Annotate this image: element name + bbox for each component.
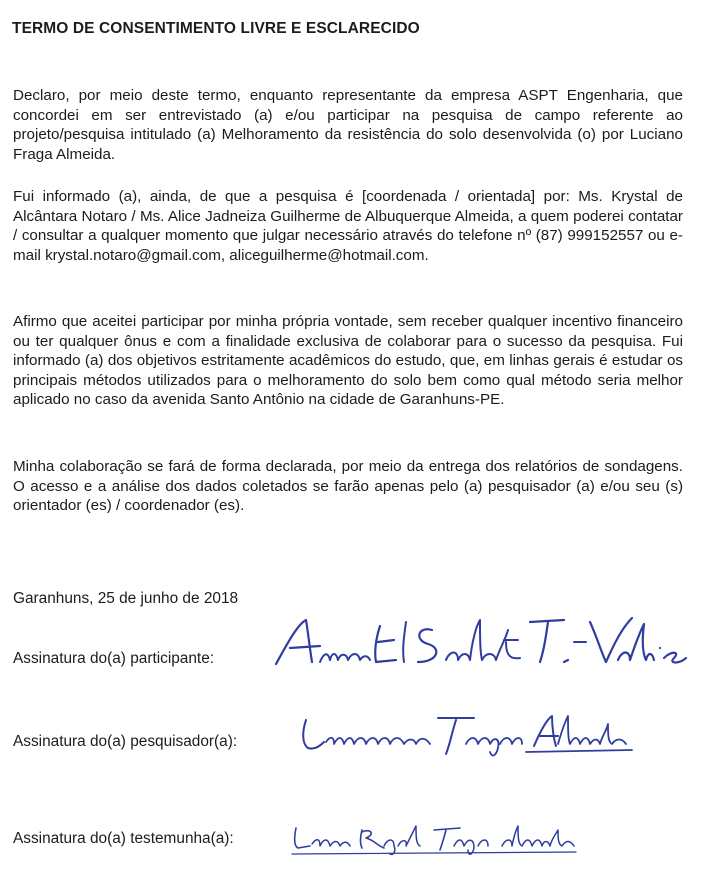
paragraph-collaboration: Minha colaboração se fará de forma declarada, por meio da entrega dos relatórios de sondagens. O acesso e a análise dos dados coletados se farão apenas pelo (a) pesquisador (a) e/ou seu (s) orientador (es) / coordenador (es). bbox=[13, 458, 683, 515]
witness-signature-image bbox=[290, 820, 580, 860]
participant-signature-image bbox=[268, 612, 698, 672]
participant-signature-row bbox=[13, 650, 214, 668]
researcher-signature-image bbox=[296, 710, 636, 760]
researcher-signature-row bbox=[13, 733, 237, 751]
witness-signature-row bbox=[13, 830, 234, 848]
researcher-signature-label: Assinatura do(a) pesquisador(a): bbox=[13, 733, 238, 750]
place-date: Garanhuns, 25 de junho de 2018 bbox=[13, 590, 239, 607]
participant-signature-label: Assinatura do(a) participante: bbox=[13, 650, 215, 667]
witness-signature-label: Assinatura do(a) testemunha(a): bbox=[13, 830, 234, 847]
paragraph-coordination: Fui informado (a), ainda, de que a pesquisa é [coordenada / orientada] por: Ms. Krystal de Alcântara Notaro / Ms. Alice Jadneiza Guilherme de Albuquerque Almeida, a quem poderei contatar / consultar a qualquer momento que julgar necessário através do telefone nº (87) 999152557 ou e-mail krystal.notaro@gmail.com, aliceguilherme@hotmail.com. bbox=[13, 188, 683, 264]
paragraph-declaration: Declaro, por meio deste termo, enquanto representante da empresa ASPT Engenharia, que concordei em ser entrevistado (a) e/ou participar na pesquisa de campo referente ao projeto/pesquisa intitulado (a) Melhoramento da resistência do solo desenvolvida (o) por Luciano Fraga Almeida. bbox=[13, 87, 683, 163]
document-title: TERMO DE CONSENTIMENTO LIVRE E ESCLARECIDO bbox=[12, 20, 420, 37]
paragraph-voluntary: Afirmo que aceitei participar por minha própria vontade, sem receber qualquer incentivo financeiro ou ter qualquer ônus e com a finalidade exclusiva de colaborar para o sucesso da pesquisa. Fui informado (a) dos objetivos estritamente acadêmicos do estudo, que, em linhas gerais é estudar os principais métodos utilizados para o melhoramento do solo bem como qual método seria melhor aplicado no caso da avenida Santo Antônio na cidade de Garanhuns-PE. bbox=[13, 313, 683, 409]
